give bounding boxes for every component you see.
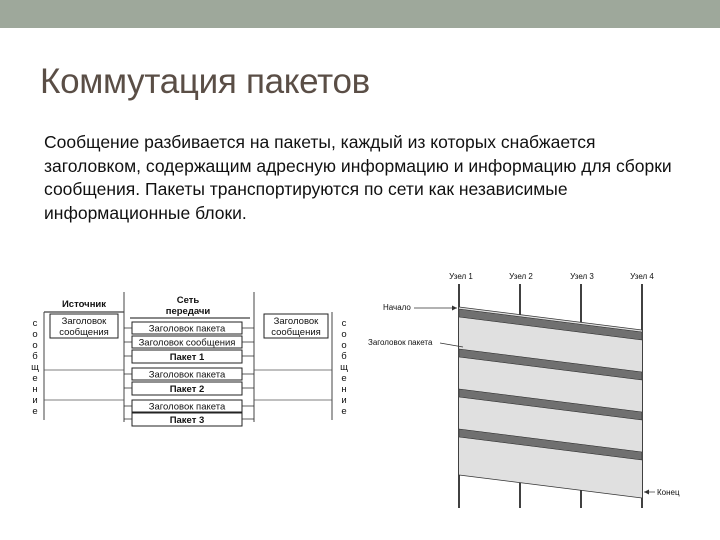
row-packet-header-3: Заголовок пакета (148, 401, 226, 413)
node-1-label: Узел 1 (449, 272, 473, 281)
packet-header-label: Заголовок пакета (368, 338, 433, 347)
svg-text:е: е (341, 406, 347, 417)
svg-text:щ: щ (340, 362, 348, 373)
svg-text:н: н (32, 384, 38, 395)
row-packet-2: Пакет 2 (169, 384, 205, 395)
node-4-label: Узел 4 (630, 272, 654, 281)
svg-text:щ: щ (31, 362, 39, 373)
svg-text:о: о (341, 340, 347, 351)
svg-text:и: и (341, 395, 347, 406)
row-packet-1: Пакет 1 (169, 352, 205, 363)
end-label: Конец (657, 488, 680, 497)
svg-text:б: б (32, 351, 38, 362)
svg-text:б: б (341, 351, 347, 362)
source-header-box-line2: сообщения (59, 327, 109, 338)
row-packet-header-1: Заголовок пакета (148, 323, 226, 335)
svg-text:о: о (341, 329, 347, 340)
svg-text:е: е (32, 373, 38, 384)
source-header: Источник (61, 299, 107, 310)
start-label: Начало (383, 303, 411, 312)
svg-text:с: с (341, 318, 347, 329)
dest-header-box-line2: сообщения (271, 327, 321, 338)
source-header-box-line1: Заголовок (61, 316, 107, 327)
slide-title: Коммутация пакетов (40, 62, 370, 101)
network-header-line2: передачи (165, 306, 211, 317)
slide-body-text: Сообщение разбивается на пакеты, каждый из которых снабжается заголовком, содержащим адресную информацию и информацию для сборки сообщения. Пакеты транспортируются по сети как независимые информационные блоки. (44, 132, 672, 223)
node-2-label: Узел 2 (509, 272, 533, 281)
svg-text:и: и (32, 395, 38, 406)
dest-header-box-line1: Заголовок (273, 316, 319, 327)
svg-text:о: о (32, 340, 38, 351)
row-message-header: Заголовок сообщения (138, 337, 236, 349)
row-packet-header-2: Заголовок пакета (148, 369, 226, 381)
svg-text:н: н (341, 384, 347, 395)
svg-text:с: с (32, 318, 38, 329)
svg-text:о: о (32, 329, 38, 340)
svg-text:е: е (341, 373, 347, 384)
node-3-label: Узел 3 (570, 272, 594, 281)
row-packet-3: Пакет 3 (169, 415, 205, 426)
svg-text:е: е (32, 406, 38, 417)
network-header-line1: Сеть (176, 295, 200, 306)
